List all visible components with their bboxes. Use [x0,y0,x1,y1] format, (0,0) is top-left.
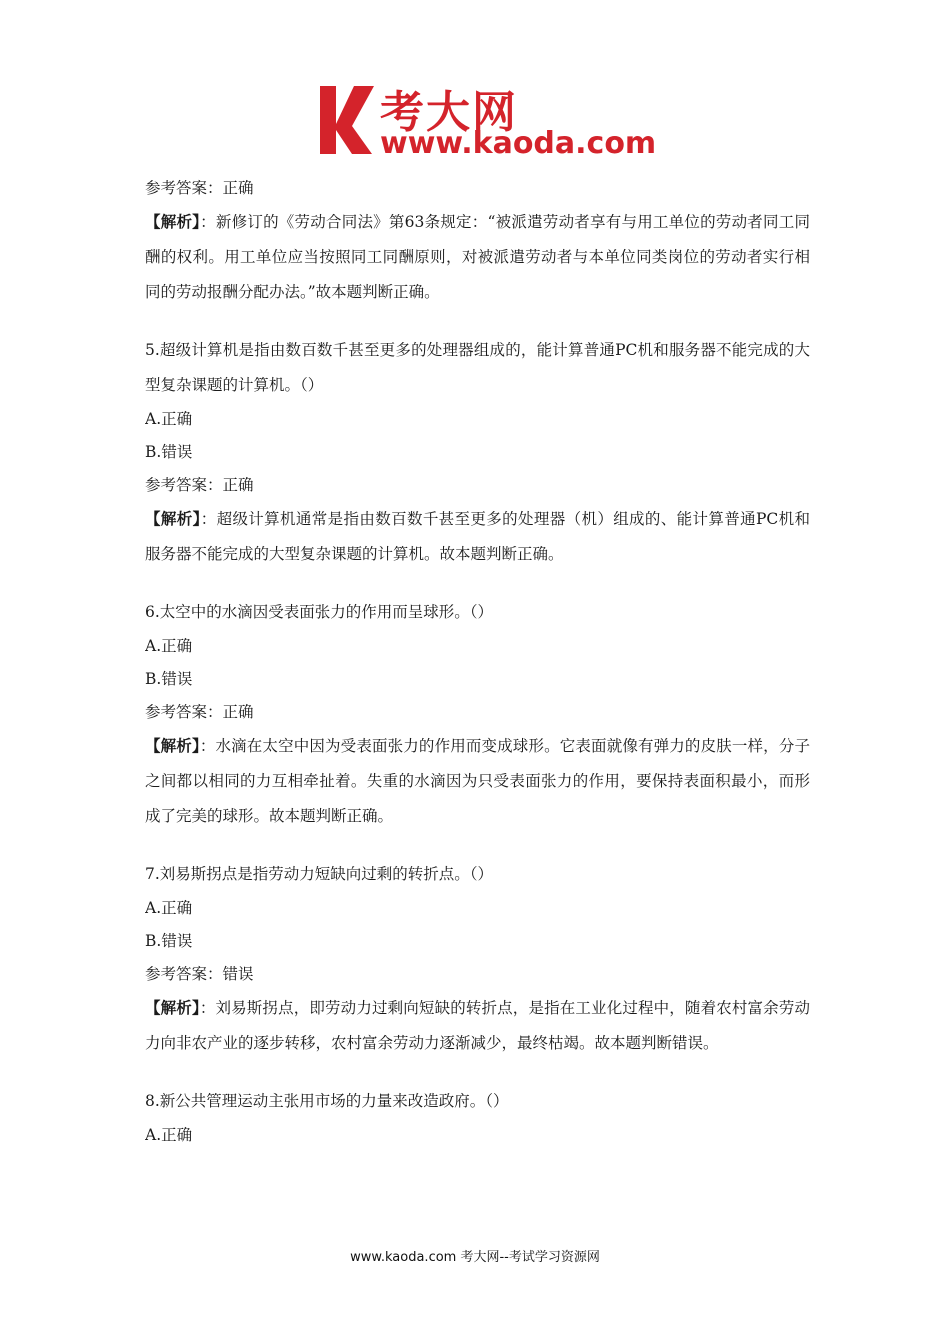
analysis [145,502,810,572]
analysis-text: ：水滴在太空中因为受表面张力的作用而变成球形。它表面就像有弹力的皮肤一样，分子之间都以相同的力互相牵扯着。失重的水滴因为只受表面张力的作用，要保持表面积最小，而形成了完美的球形。故本题判断正确。 [145,737,810,825]
answer-label: 参考答案： [145,179,223,197]
option-a: A.正确 [145,899,193,917]
analysis-bracket: 【解析】 [145,737,200,755]
option-b: B.错误 [145,932,193,950]
analysis [145,991,810,1061]
answer-line [145,696,810,729]
option-a: A.正确 [145,1126,193,1144]
answer-line [145,958,810,991]
option-b: B.错误 [145,670,193,688]
answer-value: 正确 [222,703,254,721]
option-a: A.正确 [145,410,193,428]
answer-line [145,469,810,502]
analysis-bracket: 【解析】 [145,213,201,231]
answer-label: 参考答案： [145,965,223,983]
analysis-text: ：超级计算机通常是指由数百数千甚至更多的处理器（机）组成的、能计算普通PC机和服务器不能完成的大型复杂课题的计算机。故本题判断正确。 [145,510,810,563]
page-footer: www.kaoda.com 考大网--考试学习资源网 [350,1250,600,1265]
site-logo [318,80,657,161]
logo-url: www.kaoda.com [380,126,657,161]
answer-line [145,172,810,205]
logo-k-icon [318,80,380,158]
question-5: 5.超级计算机是指由数百数千甚至更多的处理器组成的，能计算普通PC机和服务器不能完成的大型复杂课题的计算机。（） [145,341,810,394]
document-body [145,172,810,1152]
answer-label: 参考答案： [145,476,223,494]
option-b: B.错误 [145,443,193,461]
answer-value: 错误 [222,965,254,983]
analysis [145,729,810,834]
logo-chinese: 考大网 [380,87,518,138]
question-7: 7.刘易斯拐点是指劳动力短缺向过剩的转折点。（） [145,865,494,883]
answer-value: 正确 [222,179,254,197]
analysis-text: ：新修订的《劳动合同法》第63条规定：“被派遣劳动者享有与用工单位的劳动者同工同酬的权利。用工单位应当按照同工同酬原则，对被派遣劳动者与本单位同类岗位的劳动者实行相同的劳动报酬分配办法。”故本题判断正确。 [145,213,810,301]
analysis-bracket: 【解析】 [145,999,200,1017]
question-6: 6.太空中的水滴因受表面张力的作用而呈球形。（） [145,603,494,621]
analysis [145,205,810,310]
answer-value: 正确 [222,476,254,494]
analysis-text: ：刘易斯拐点，即劳动力过剩向短缺的转折点，是指在工业化过程中，随着农村富余劳动力向非农产业的逐步转移，农村富余劳动力逐渐减少，最终枯竭。故本题判断错误。 [145,999,810,1052]
option-a: A.正确 [145,637,193,655]
answer-label: 参考答案： [145,703,223,721]
question-8: 8.新公共管理运动主张用市场的力量来改造政府。（） [145,1092,509,1110]
analysis-bracket: 【解析】 [145,510,201,528]
